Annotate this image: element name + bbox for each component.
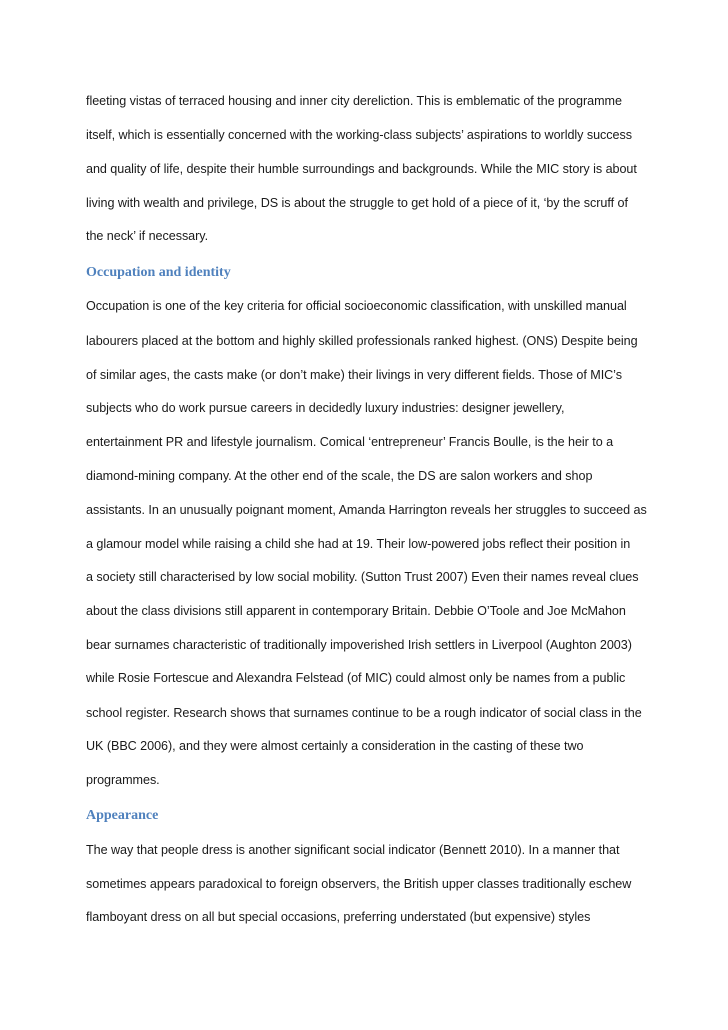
body-text-line: The way that people dress is another significant social indicator (Bennett 2010). In a manner that [86,843,620,857]
body-text-line: bear surnames characteristic of traditionally impoverished Irish settlers in Liverpool (Aughton 2003) [86,638,632,652]
body-text-line: fleeting vistas of terraced housing and inner city dereliction. This is emblematic of the programme [86,94,622,108]
body-text-line: and quality of life, despite their humble surroundings and backgrounds. While the MIC story is about [86,162,637,176]
body-text-line: while Rosie Fortescue and Alexandra Felstead (of MIC) could almost only be names from a public [86,671,626,685]
body-text-line: a glamour model while raising a child she had at 19. Their low-powered jobs reflect their position in [86,537,631,551]
section-heading-appearance: Appearance [86,808,159,823]
body-text-line: living with wealth and privilege, DS is about the struggle to get hold of a piece of it, ‘by the scruff of [86,196,628,210]
body-text-line: Occupation is one of the key criteria for official socioeconomic classification, with unskilled manual [86,299,627,313]
section-heading-occupation: Occupation and identity [86,265,231,280]
body-text-line: entertainment PR and lifestyle journalism. Comical ‘entrepreneur’ Francis Boulle, is the heir to a [86,435,614,449]
body-text-line: UK (BBC 2006), and they were almost certainly a consideration in the casting of these two [86,739,584,753]
body-text-line: itself, which is essentially concerned with the working-class subjects’ aspirations to worldly success [86,128,632,142]
body-text-line: a society still characterised by low social mobility. (Sutton Trust 2007) Even their names reveal clues [86,570,639,584]
body-text-line: school register. Research shows that surnames continue to be a rough indicator of social class in the [86,706,642,720]
body-text-line: about the class divisions still apparent in contemporary Britain. Debbie O’Toole and Joe McMahon [86,604,626,618]
body-text-line: programmes. [86,773,160,787]
body-text-line: diamond-mining company. At the other end of the scale, the DS are salon workers and shop [86,469,593,483]
body-text-line: subjects who do work pursue careers in decidedly luxury industries: designer jewellery, [86,401,565,415]
body-text-line: of similar ages, the casts make (or don’t make) their livings in very different fields. Those of MIC’s [86,368,622,382]
body-text-line: flamboyant dress on all but special occasions, preferring understated (but expensive) styles [86,910,591,924]
body-text-line: sometimes appears paradoxical to foreign observers, the British upper classes traditionally eschew [86,877,632,891]
body-text-line: assistants. In an unusually poignant moment, Amanda Harrington reveals her struggles to succeed as [86,503,647,517]
body-text-line: the neck’ if necessary. [86,229,209,243]
body-text-line: labourers placed at the bottom and highly skilled professionals ranked highest. (ONS) Despite being [86,334,638,348]
